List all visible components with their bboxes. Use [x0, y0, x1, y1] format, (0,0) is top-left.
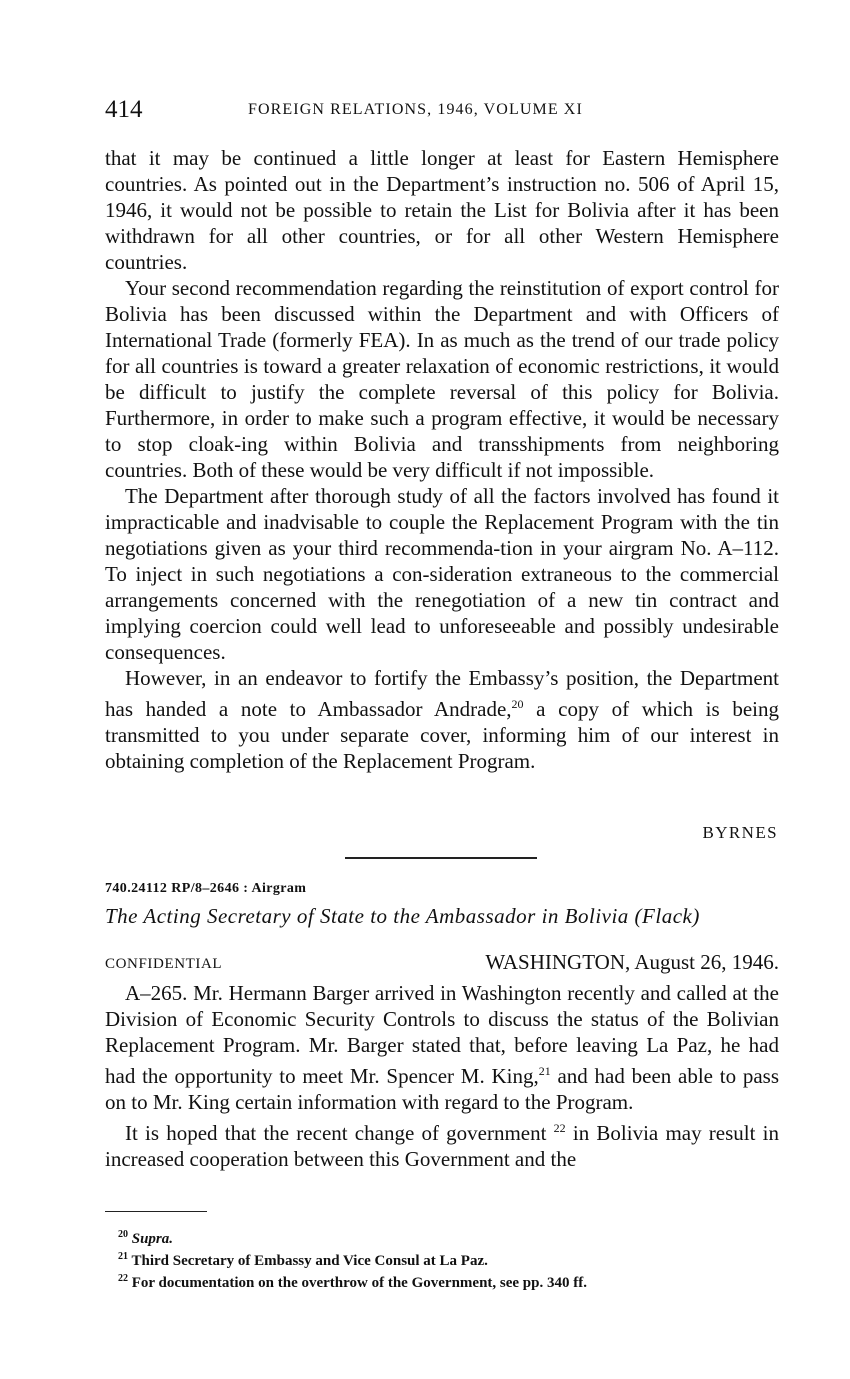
page-number: 414	[105, 96, 143, 123]
title-text: )	[692, 904, 700, 928]
footnote-divider	[105, 1211, 207, 1212]
footnote-text: Supra.	[131, 1231, 174, 1247]
footnote-ref: 21	[538, 1064, 551, 1078]
paragraph-barger-visit	[105, 980, 779, 1115]
place: WASHINGTON,	[485, 950, 631, 974]
title-name: Flack	[642, 904, 693, 928]
running-title: FOREIGN RELATIONS, 1946, VOLUME XI	[248, 101, 583, 118]
paragraph-embassy-position	[105, 665, 779, 774]
footnote	[118, 1226, 587, 1248]
file-reference: 740.24112 RP/8–2646 : Airgram	[105, 881, 307, 896]
footnote	[118, 1248, 587, 1270]
paragraph-export-control: Your second recommendation regarding the reinstitution of export control for Bolivia has been discussed within the Department and with Officers of International Trade (formerly FEA). In as much as the trend of our trade policy for all countries is toward a greater relaxation of economic restrictions, it would be difficult to justify the complete reversal of this policy for Bolivia. Furthermore, in order to make such a program effective, it would be necessary to stop cloak-ing within Bolivia and transshipments from neighboring countries. Both of these would be very difficult if not impossible.	[105, 276, 779, 482]
footnote-ref: 22	[553, 1121, 566, 1135]
document-title	[105, 904, 779, 929]
footnote	[118, 1270, 587, 1292]
footnote-number: 22	[118, 1273, 128, 1284]
paragraph-change-of-government	[105, 1115, 779, 1172]
footnote-number: 20	[118, 1229, 128, 1240]
continued-letter-body	[105, 145, 779, 774]
paragraph-text: a copy of which is being transmitted to you under separate cover, informing him of our interest in obtaining completion of the Replacement Program.	[105, 697, 779, 773]
footnotes	[118, 1226, 587, 1292]
airgram-body	[105, 980, 779, 1172]
footnote-ref: 20	[511, 697, 524, 711]
paragraph-text: However, in an endeavor to fortify the Embassy’s position, the Department has handed a note to Ambassador Andrade,	[105, 666, 779, 721]
section-divider	[345, 857, 537, 859]
footnote-number: 21	[118, 1251, 128, 1262]
place-and-date	[485, 950, 779, 975]
signature: BYRNES	[702, 823, 778, 842]
paragraph-tin-negotiations: The Department after thorough study of all the factors involved has found it impracticable and inadvisable to couple the Replacement Program with the tin negotiations given as your third recommenda-tion in your airgram No. A–112. To inject in such negotiations a con-sideration extraneous to the commercial arrangements concerned with the renegotiation of a new tin contract and implying coercion could well lead to unforeseeable and possibly undesirable consequences.	[105, 484, 779, 664]
paragraph-text: and had been able to pass on to Mr. King certain information with regard to the Program.	[105, 1064, 779, 1114]
dateline	[105, 950, 779, 978]
footnote-text: For documentation on the overthrow of the Government, see pp. 340 ff.	[131, 1275, 587, 1291]
date: August 26, 1946.	[630, 950, 779, 974]
paragraph-text: in Bolivia may result in increased cooperation between this Government and the	[105, 1121, 779, 1171]
title-text: The Acting Secretary of State to the Ambassador in Bolivia (	[105, 904, 643, 928]
running-head	[105, 96, 779, 130]
paragraph-text: It is hoped that the recent change of government	[125, 1121, 554, 1145]
paragraph-text: A–265. Mr. Hermann Barger arrived in Washington recently and called at the Division of Economic Security Controls to discuss the status of the Bolivian Replacement Program. Mr. Barger stated that, before leaving La Paz, he had had the opportunity to meet Mr. Spencer M. King,	[105, 981, 779, 1088]
classification-label: CONFIDENTIAL	[105, 956, 223, 972]
footnote-text: Third Secretary of Embassy and Vice Consul at La Paz.	[131, 1253, 488, 1269]
paragraph-eastern-hemisphere: that it may be continued a little longer at least for Eastern Hemisphere countries. As pointed out in the Department’s instruction no. 506 of April 15, 1946, it would not be possible to retain the List for Bolivia after it has been withdrawn for all other countries, or for all other Western Hemisphere countries.	[105, 146, 779, 274]
